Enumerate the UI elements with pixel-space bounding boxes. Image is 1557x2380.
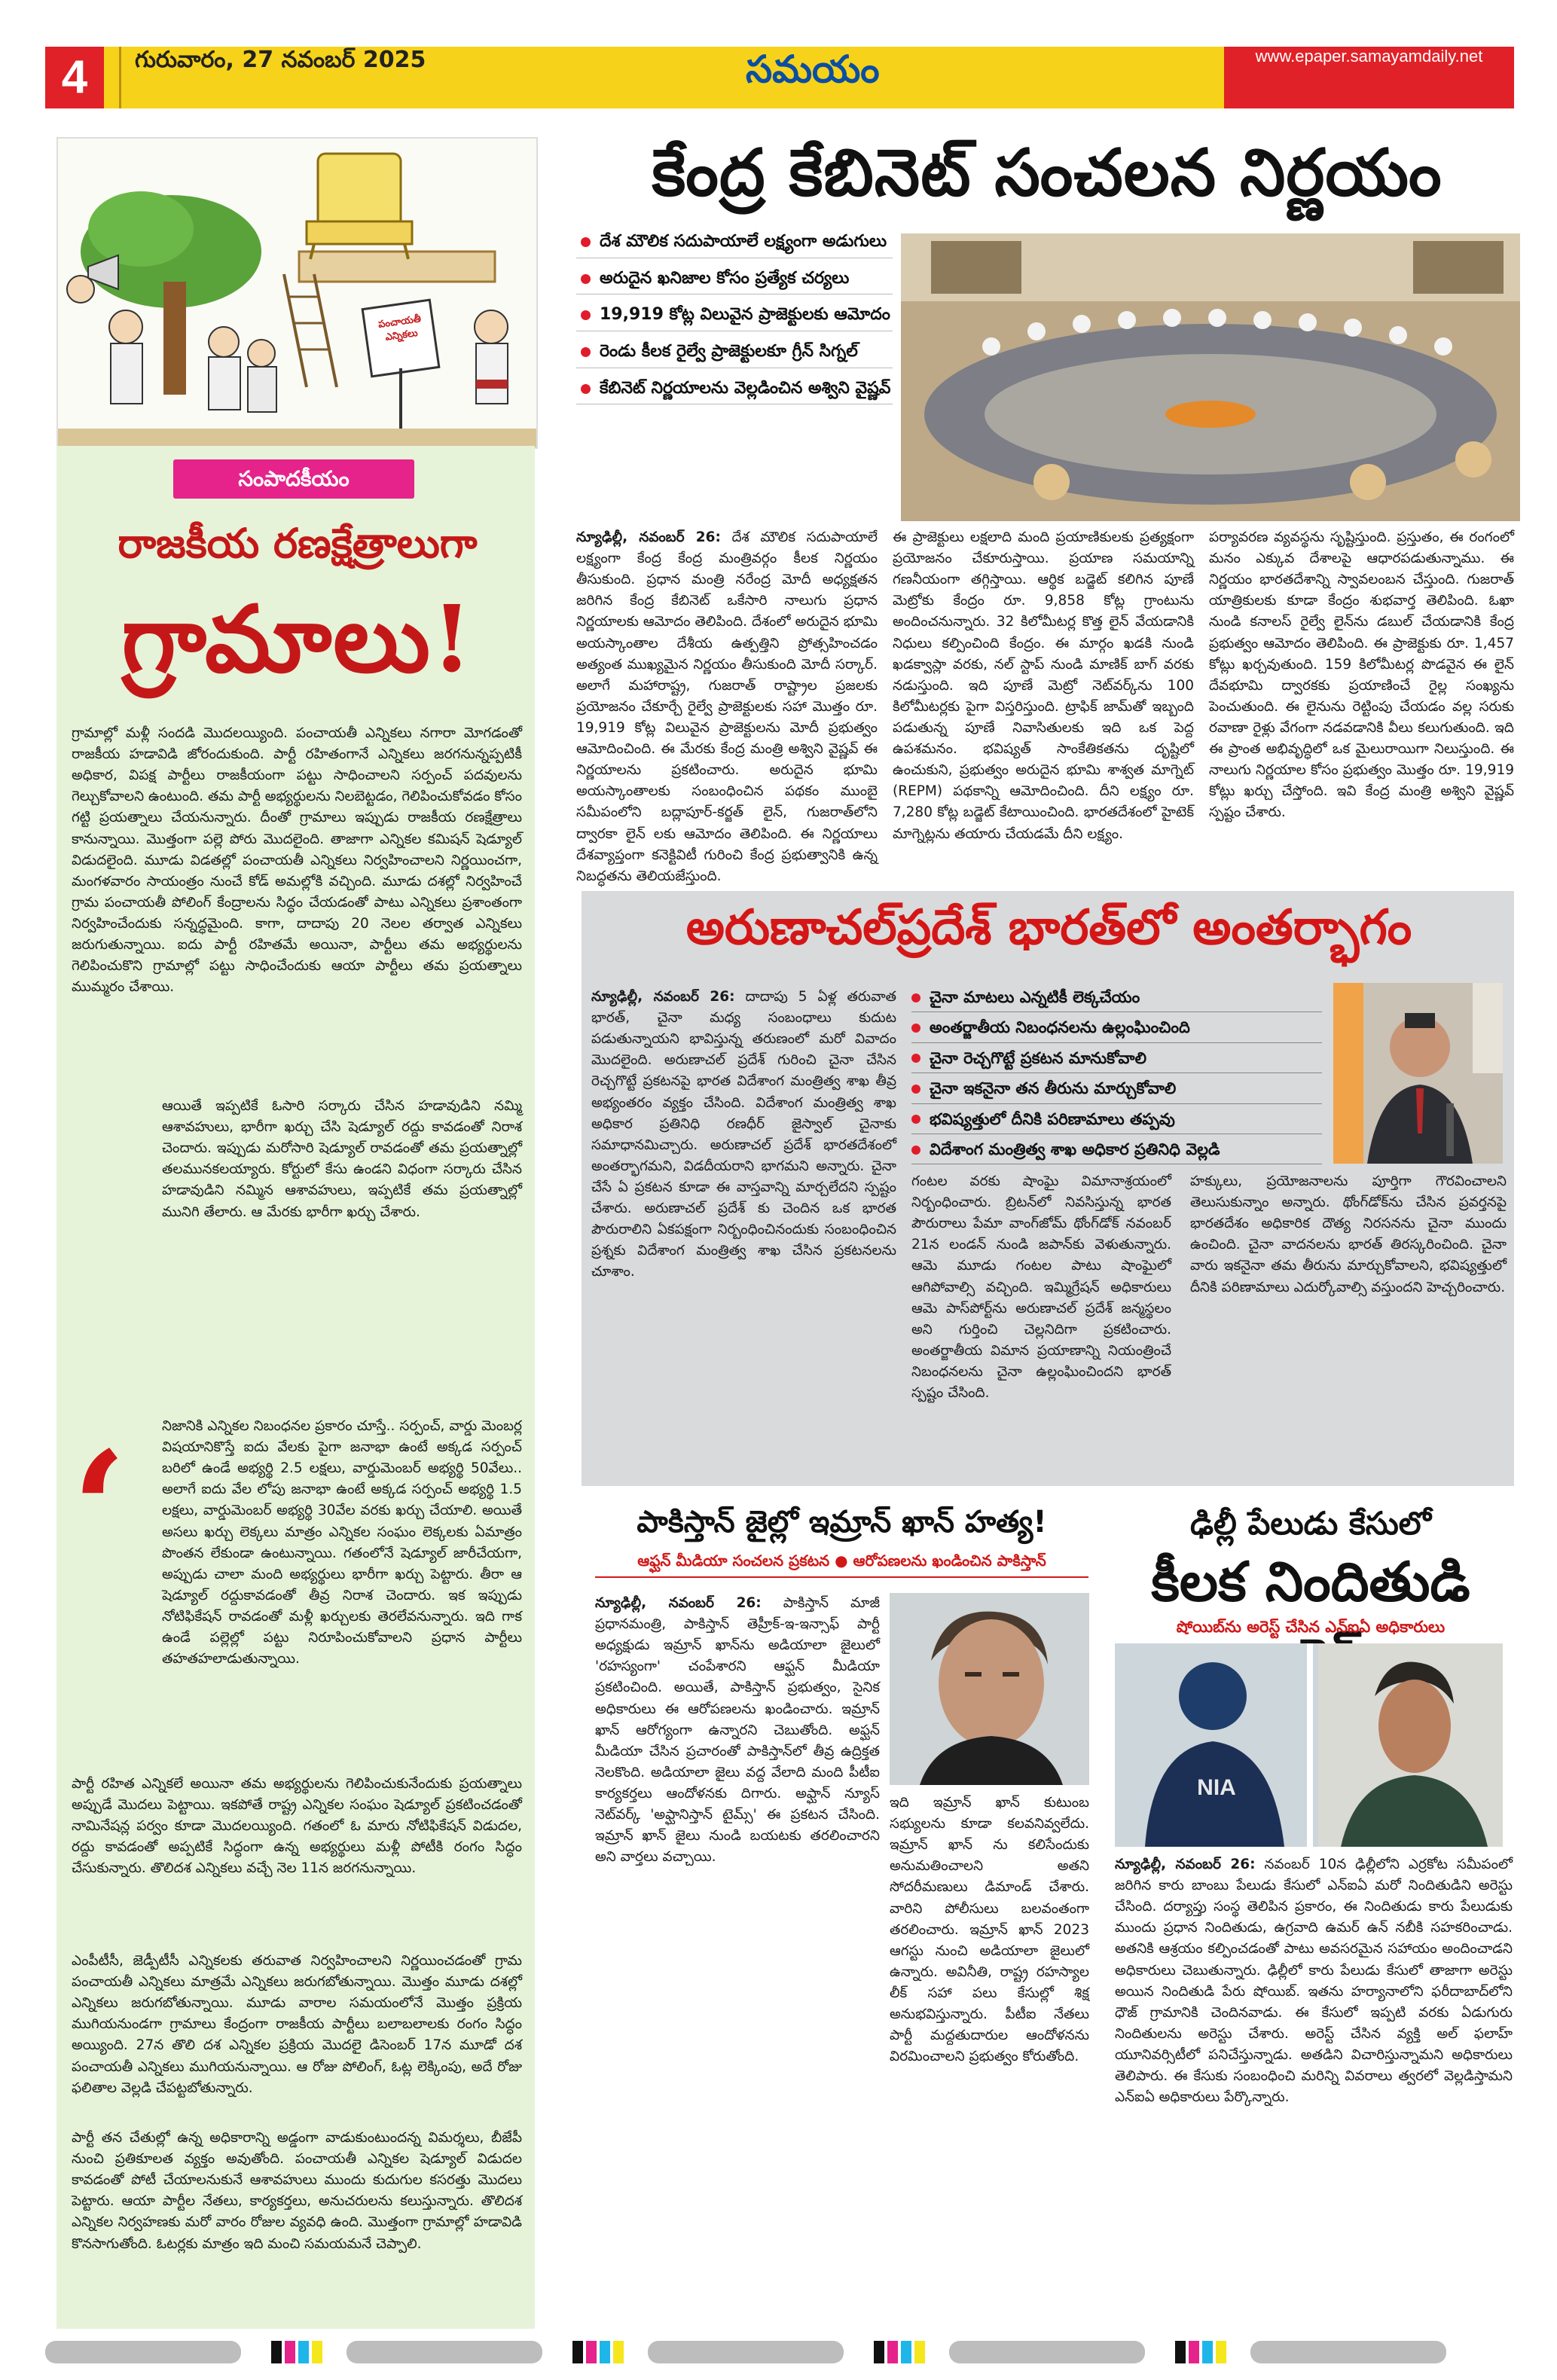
delhi-headline-line1: ఢిల్లీ పేలుడు కేసులో — [1189, 1505, 1432, 1542]
editorial-body-bottom: పార్టీ తన చేతుల్లో ఉన్న అధికారాన్ని అడ్డంగా వాడుకుంటుందన్న విమర్శలు, బీజేపీ నుంచి ప్రతికూలత వ్యక్తం అవుతోంది. పంచాయతీ ఎన్నికల షెడ్యూల్ విడుదల కావడంతో పోటీ చేయాలనుకునే ఆశావహులు ముందు కుదుగుల కసరత్తు మొదలు పెట్టారు. ఆయా పార్టీల నేతలు, కార్యకర్తలు, అనుచరులను కలుస్తున్నారు. తొలిదశ ఎన్నికల నిర్వహణకు మరో వారం రోజుల వ్యవధి ఉంది. మొత్తంగా గ్రామాల్లో హడావిడి కొనసాగుతోంది. ఓటర్లకు మాత్రం ఇది మంచి సమయమనే చెప్పాలి. — [72, 2130, 522, 2252]
imran-khan-photo — [890, 1593, 1089, 1785]
editorial-body-top: గ్రామాల్లో మళ్లీ సందడి మొదలయ్యింది. పంచాయతీ ఎన్నికలు నగారా మోగడంతో రాజకీయ హడావిడి జోరందుకుంది. పార్టీ రహితంగానే ఎన్నికలు జరగనున్నప్పటికీ అధికార, విపక్ష పార్టీలు రాజకీయంగా పట్టు సాధించాలని సర్పంచ్ పదవులను గెల్చుకోవాలని ఉంటుంది. తమ పార్టీ అభ్యర్థులను నిలబెట్టడం, గెలిపించుకోవడం కోసం గట్టి ప్రయత్నాలు చేయనున్నారు. దీంతో గ్రామాలు ఇప్పుడు రాజకీయ రణక్షేత్రాలు కానున్నాయి. మొత్తంగా పల్లె పోరు మొదలైంది. తాజాగా ఎన్నికల కమిషన్ షెడ్యూల్ విడుదలైంది. మూడు విడతల్లో పంచాయతీ ఎన్నికలు నిర్వహించాలని నిర్ణయించగా, మంగళవారం సాయంత్రం నుంచే కోడ్ అమల్లోకి వచ్చింది. మూడు దశల్లో నిర్వహించే గ్రామ పంచాయతీ పోలింగ్ కేంద్రాలను సిద్ధం చేయడంతో పాటు ఎన్నికలు ప్రశాంతంగా నిర్వహించేందుకు సన్నద్ధమైంది. కాగా, దాదాపు 20 నెలల తర్వాత ఎన్నికలు జరుగుతున్నాయి. ఐదు పార్టీ రహితమే అయినా, పార్టీలు తమ అభ్యర్థులను గెలిపించుకొని గ్రామాల్లో పట్టు సాధించేందుకు ఆయా పార్టీలు తమ ప్రయత్నాలు ముమ్మరం చేశాయి. — [72, 725, 522, 996]
arunachal-body-col2: గంటల వరకు షాంఘై విమానాశ్రయంలో నిర్బంధించారు. బ్రిటన్‌లో నివసిస్తున్న భారత పౌరురాలు పేమా వాంగ్‌జోమ్ థోంగ్‌డోక్ నవంబర్ 21న లండన్ నుండి జపాన్‌కు వెళుతున్నారు. ఆమె మూడు గంటల పాటు షాంఘైలో ఆగిపోవాల్సి వచ్చింది. ఇమ్మిగ్రేషన్ అధికారులు ఆమె పాస్‌పోర్ట్‌ను అరుణాచల్ ప్రదేశ్ జన్మస్థలం అని గుర్తించి చెల్లనిదిగా ప్రకటించారు. అంతర్జాతీయ విమాన ప్రయాణాన్ని నియంత్రించే నిబంధనలను చైనా ఉల్లంఘించిందని భారత్ స్పష్టం చేసింది. — [911, 1173, 1171, 1402]
cartoon-illustration — [58, 139, 536, 447]
bullet-dot-icon — [911, 1146, 920, 1155]
nia-arrest-photo — [1115, 1643, 1503, 1847]
arunachal-highlight-item: భవిష్యత్తులో దీనికి పరిణామాలు తప్పవు — [911, 1109, 1322, 1134]
cabinet-meeting-photo — [901, 233, 1520, 521]
bullet-dot-icon — [911, 1054, 920, 1063]
arunachal-highlight-item: చైనా ఇకనైనా తన తీరును మార్చుకోవాలి — [911, 1078, 1322, 1103]
arunachal-highlights — [911, 987, 1322, 1169]
main-headline: కేంద్ర కేబినెట్ సంచలన నిర్ణయం — [652, 136, 1443, 211]
arunachal-highlight-item: విదేశాంగ మంత్రిత్వ శాఖ అధికార ప్రతినిధి వెల్లడి — [911, 1139, 1322, 1164]
highlight-item: దేశ మౌలిక సదుపాయాలే లక్ష్యంగా అడుగులు — [576, 230, 893, 258]
highlight-item: 19,919 కోట్ల విలువైన ప్రాజెక్టులకు ఆమోదం — [576, 304, 893, 331]
highlight-item: రెండు కీలక రైల్వే ప్రాజెక్టులకూ గ్రీన్ సిగ్నల్ — [576, 340, 893, 368]
arunachal-body-col1: న్యూఢిల్లీ, నవంబర్ 26: దాదాపు 5 ఏళ్ల తరువాత భారత్, చైనా మధ్య సంబంధాలు కుదుట పడుతున్నాయని భావిస్తున్న తరుణంలో మరో వివాదం మొదలైంది. అరుణాచల్ ప్రదేశ్ గురించి చైనా చేసిన రెచ్చగొట్టే ప్రకటనపై భారత విదేశాంగ మంత్రిత్వ శాఖ తీవ్ర అభ్యంతరం వ్యక్తం చేసింది. విదేశాంగ మంత్రిత్వ శాఖ అధికార ప్రతినిధి రణధీర్ జైస్వాల్ చైనాకు సమాధానమిచ్చారు. అరుణాచల్ ప్రదేశ్ భారతదేశంలో అంతర్భాగమని, విడదీయరాని భాగమని అన్నారు. చైనా చేసే ఏ ప్రకటన కూడా ఈ వాస్తవాన్ని మార్చలేదని స్పష్టం చేశారు. అరుణాచల్ ప్రదేశ్ కు చెందిన ఒక భారత పౌరురాలిని ఏకపక్షంగా నిర్బంధించినందుకు సంబంధించిన ప్రశ్నకు విదేశాంగ మంత్రిత్వ శాఖ చేసిన ప్రకటనలను చూశాం. — [591, 989, 896, 1280]
arunachal-highlight-item: చైనా రెచ్చగొట్టే ప్రకటన మానుకోవాలి — [911, 1048, 1322, 1073]
main-highlights — [576, 230, 893, 517]
delhi-headline-line2: కీలక నిందితుడి — [1151, 1550, 1470, 1613]
imran-body-col2: ఇది ఇమ్రాన్ ఖాన్ కుటుంబ సభ్యులను కూడా కలవనివ్వలేదు. ఇమ్రాన్ ఖాన్ ను కలిసేందుకు అనుమతించాలని అతని సోదరీమణులు డిమాండ్ చేశారు. వారిని పోలీసులు బలవంతంగా తరలించారు. ఇమ్రాన్ ఖాన్ 2023 ఆగస్టు నుంచి అడియాలా జైలులో ఉన్నారు. అవినీతి, రాష్ట్ర రహస్యాల లీక్ సహా పలు కేసుల్లో శిక్ష అనుభవిస్తున్నారు. పీటీఐ నేతలు పార్టీ మద్దతుదారుల ఆందోళనను విరమించాలని ప్రభుత్వం కోరుతోంది. — [890, 1795, 1089, 2065]
page-header — [45, 47, 1514, 108]
cartoon-sign-text: పంచాయతీ ఎన్నికలు — [377, 313, 422, 343]
quote-mark: ‘ — [72, 1417, 127, 1603]
bullet-dot-icon — [911, 1085, 920, 1094]
editorial-headline-line1: రాజకీయ రణక్షేత్రాలుగా — [118, 520, 478, 567]
editorial-body-mid2: నిజానికి ఎన్నికల నిబంధనల ప్రకారం చూస్తే.. సర్పంచ్, వార్డు మెంబర్ల విషయానికొస్తే ఐదు వేలకు పైగా జనాభా ఉంటే అక్కడ సర్పంచ్ బరిలో ఉండే అభ్యర్థి 2.5 లక్షలు, వార్డుమెంబర్ అభ్యర్థి 50వేలు.. అలాగే ఐదు వేల లోపు జనాభా ఉంటే అక్కడ సర్పంచ్ అభ్యర్థి 1.5 లక్షలు, వార్డుమెంబర్ అభ్యర్థి 30వేల వరకు ఖర్చు చేయాలి. అయితే అసలు ఖర్చు లెక్కలు మాత్రం ఎన్నికల సంఘం లెక్కలకు ఏమాత్రం పొంతన లేకుండా ఉంటున్నాయి. గతంలోనే షెడ్యూల్ జారీచేయగా, అప్పుడు చాలా మంది అభ్యర్థులు భారీగా ఖర్చు పెట్టారు. తీరా ఆ షెడ్యూల్ రద్దుకావడంతో తీవ్ర నిరాశ చెందారు. ఇక ఇప్పుడు నోటిఫికేషన్ రావడంతో మళ్లీ ఖర్చులకు తెరలేవనున్నారు. ఇది గాక ఉండే పల్లెల్లో పట్టు నిరూపించుకోవాలని ప్రధాన పార్టీలు తహతహలాడుతున్నాయి. — [162, 1418, 522, 1668]
bullet-dot-icon — [581, 274, 591, 284]
bullet-dot-icon — [581, 310, 591, 320]
arunachal-body-col3: హక్కులు, ప్రయోజనాలను పూర్తిగా గౌరవించాలని తెలుసుకున్నాం అన్నారు. థోంగ్‌డోక్‌ను చేసిన ప్రవర్తనపై భారతదేశం అధికారిక దౌత్య నిరసనను చైనా ముందు ఉంచింది. చైనా వాదనలను భారత్ తిరస్కరించింది. చైనా వారు ఇకనైనా తమ తీరును మార్చుకోవాలని, భవిష్యత్తులో దీనికి పరిణామాలు ఎదుర్కోవాల్సి వస్తుందని హెచ్చరించారు. — [1190, 1173, 1507, 1295]
arunachal-highlight-item: అంతర్జాతీయ నిబంధనలను ఉల్లంఘించింది — [911, 1017, 1322, 1042]
imran-subhead: ఆఫ్ఘన్ మీడియా సంచలన ప్రకటన ● ఆరోపణలను ఖండించిన పాకిస్తాన్ — [595, 1552, 1088, 1578]
imran-body-col1: న్యూఢిల్లీ, నవంబర్ 26: పాకిస్తాన్ మాజీ ప్రధానమంత్రి, పాకిస్తాన్ తెహ్రీక్-ఇ-ఇన్సాఫ్ పార్టీ అధ్యక్షుడు ఇమ్రాన్ ఖాన్‌ను అడియాలా జైలులో 'రహస్యంగా' చంపేశారని ఆఫ్ఘన్ మీడియా ప్రకటించింది. అయితే, పాకిస్తాన్ ప్రభుత్వం, సైనిక అధికారులు ఈ ఆరోపణలను ఖండించారు. ఇమ్రాన్ ఖాన్ ఆరోగ్యంగా ఉన్నారని చెబుతోంది. అఫ్ఘన్ మీడియా చేసిన ప్రచారంతో పాకిస్తాన్‌లో తీవ్ర ఉద్రిక్తత నెలకొంది. అడియాలా జైలు వద్ద వేలాది మంది పీటీఐ కార్యకర్తలు ఆందోళనకు దిగారు. అఫ్ఘాన్ న్యూస్ నెట్‌వర్క్ 'అఫ్ఘానిస్తాన్ టైమ్స్' ఈ ప్రకటన చేసింది. ఇమ్రాన్ ఖాన్ జైలు నుండి బయటకు తరలించారని అని వార్తలు వచ్చాయి. — [595, 1595, 880, 1866]
masthead: సమయం — [746, 47, 880, 91]
delhi-body: న్యూఢిల్లీ, నవంబర్ 26: నవంబర్ 10న ఢిల్లీలోని ఎర్రకోట సమీపంలో జరిగిన కారు బాంబు పేలుడు కేసులో ఎన్ఐఏ మరో నిందితుడిని అరెస్టు చేసింది. దర్యాప్తు సంస్థ తెలిపిన ప్రకారం, ఈ నిందితుడు కారు పేలుడుకు ముందు ప్రధాన నిందితుడు, ఉగ్రవాది ఉమర్ ఉన్ నబీకి సహకరించాడు. అతనికి ఆశ్రయం కల్పించడంతో పాటు అవసరమైన సహాయం అందించాడని అధికారులు చెబుతున్నారు. ఢిల్లీలో కారు పేలుడు కేసులో తాజాగా అరెస్టు అయిన నిందితుడి పేరు షోయిబ్. ఇతను హర్యానాలోని ఫరీదాబాద్‌లోని ధౌజ్ గ్రామానికి చెందినవాడు. ఈ కేసులో ఇప్పటి వరకు ఏడుగురు నిందితులను అరెస్టు చేశారు. అరెస్ట్ చేసిన వ్యక్తి అల్ ఫలాహ్ యూనివర్సిటీలో పనిచేస్తున్నాడు. అతడిని విచారిస్తున్నామని అధికారులు తెలిపారు. ఈ కేసుకు సంబంధించి మరిన్ని వివరాలు త్వరలో వెల్లడిస్తామని ఎన్ఐఏ అధికారులు పేర్కొన్నారు. — [1115, 1857, 1513, 2106]
bullet-dot-icon — [911, 1024, 920, 1033]
nia-vest-text: NIA — [1197, 1775, 1236, 1800]
bullet-dot-icon — [911, 993, 920, 1002]
issue-date: గురువారం, 27 నవంబర్ 2025 — [119, 47, 426, 108]
editorial-headline-line2: గ్రామాలు! — [121, 584, 474, 693]
arunachal-highlight-item: చైనా మాటలు ఎన్నటికీ లెక్కచేయం — [911, 987, 1322, 1012]
editorial-body-lower2: ఎంపీటీసీ, జెడ్పీటీసీ ఎన్నికలకు తరువాత నిర్వహించాలని నిర్ణయించడంతో గ్రామ పంచాయతీ ఎన్నికలు మాత్రమే ఎన్నికలు జరుగబోతున్నాయి. మొత్తం మూడు దశల్లో ఎన్నికలు జరుగబోతున్నాయి. మూడు వారాల సమయంలోనే మొత్తం ప్రక్రియ ముగియనుండగా గ్రామాలు కేంద్రంగా రాజకీయ పార్టీలు బలాబలాలకు రంగం సిద్ధం అయ్యింది. 27న తొలి దశ ఎన్నికల ప్రక్రియ మొదలై డిసెంబర్ 17న మూడో దశ పంచాయతీ ఎన్నికలు ముగియనున్నాయి. ఆ రోజు పోలింగ్, ఓట్ల లెక్కింపు, అదే రోజు ఫలితాల వెల్లడి చేపట్టబోతున్నారు. — [72, 1953, 522, 2096]
print-color-bar — [45, 2341, 1514, 2363]
highlight-item: కేబినెట్ నిర్ణయాలను వెల్లడించిన అశ్విని వైష్ణవ్ — [576, 377, 893, 405]
epaper-url[interactable]: www.epaper.samayamdaily.net — [1224, 47, 1514, 108]
imran-headline: పాకిస్తాన్ జైల్లో ఇమ్రాన్ ఖాన్ హత్య! — [637, 1505, 1047, 1539]
editorial-body-lower: పార్టీ రహిత ఎన్నికలే అయినా తమ అభ్యర్థులను గెలిపించుకునేందుకు ప్రయత్నాలు అప్పుడే మొదలు పెట్టాయి. ఇకపోతే రాష్ట్ర ఎన్నికల సంఘం షెడ్యూల్ ప్రకటించడంతో నామినేషన్ల పర్వం కూడా మొదలయ్యింది. గతంలో ఓ మారు నోటిఫికేషన్ విడుదల, రద్దు కావడంతో అప్పటికే సిద్ధంగా ఉన్న అభ్యర్థులు మళ్లీ పోటీకి రంగం సిద్ధం చేసుకున్నారు. తొలిదశ ఎన్నికలు వచ్చే నెల 11న జరగనున్నాయి. — [72, 1776, 522, 1877]
main-body-col2: ఈ ప్రాజెక్టులు లక్షలాది మంది ప్రయాణికులకు ప్రత్యక్షంగా ప్రయోజనం చేకూరుస్తాయి. ప్రయాణ సమయాన్ని గణనీయంగా తగ్గిస్తాయి. ఆర్థిక బడ్జెట్ కలిగిన పూణే మెట్రోకు కేంద్రం రూ. 9,858 కోట్ల గ్రాంటును అందించనున్నారు. 32 కిలోమీటర్ల కొత్త లైన్ వేయడానికి నిధులు కల్పించింది కేంద్రం. ఈ మార్గం ఖడకి నుండి ఖడక్వాస్లా వరకు, నల్ స్టాప్ నుండి మాణిక్ బాగ్ వరకు నడుస్తుంది. ఇది పూణే మెట్రో నెట్‌వర్క్‌ను 100 కిలోమీటర్లకు పైగా విస్తరిస్తుంది. ట్రాఫిక్ జామ్‌తో ఇబ్బంది పడుతున్న పూణే నివాసితులకు ఇది ఒక పెద్ద ఉపశమనం. భవిష్యత్ సాంకేతికతను దృష్టిలో ఉంచుకుని, ప్రభుత్వం అరుదైన భూమి శాశ్వత మాగ్నెట్ (REPM) పథకాన్ని ఆమోదించింది. దీని లక్ష్యం రూ. 7,280 కోట్ల బడ్జెట్ కేటాయించింది. భారతదేశంలో హైటెక్ మాగ్నెట్లను తయారు చేయడమే దీని లక్ష్యం. — [893, 529, 1194, 842]
bullet-dot-icon — [581, 237, 591, 247]
bullet-dot-icon — [911, 1115, 920, 1124]
bullet-dot-icon — [581, 347, 591, 357]
main-body-col1: న్యూఢిల్లీ, నవంబర్ 26: దేశ మౌలిక సదుపాయాలే లక్ష్యంగా కేంద్ర కేంద్ర మంత్రివర్గం కీలక నిర్ణయం తీసుకుంది. ప్రధాన మంత్రి నరేంద్ర మోదీ అధ్యక్షతన జరిగిన కేంద్ర కేబినెట్ ఒకేసారి నాలుగు ప్రధాన నిర్ణయాలకు ఆమోదం తెలిపింది. దేశంలో అరుదైన భూమి అయస్కాంతాల దేశీయ ఉత్పత్తిని ప్రోత్సహించడం అత్యంత ముఖ్యమైన నిర్ణయం తీసుకుంది మోదీ సర్కార్. అలాగే మహారాష్ట్ర, గుజరాత్ రాష్ట్రాల ప్రజలకు ప్రయోజనం చేకూర్చే రైల్వే ప్రాజెక్టులకు సహా మొత్తం రూ. 19,919 కోట్ల విలువైన ప్రాజెక్టులను మోదీ ప్రభుత్వం ఆమోదించింది. ఈ మేరకు కేంద్ర మంత్రి అశ్విని వైష్ణవ్ ఈ నిర్ణయాలను ప్రకటించారు. అరుదైన భూమి అయస్కాంతాలకు సంబంధించిన పథకం ముంబై సమీపంలోని బద్లాపూర్-కర్జత్ లైన్, గుజరాత్‌లోని ద్వారకా లైన్ లకు ఆమోదం తెలిపింది. ఈ నిర్ణయాలు దేశవ్యాప్తంగా కనెక్టివిటీ గురించి కేంద్ర ప్రభుత్వానికి ఉన్న నిబద్ధతను తెలియజేస్తుంది. — [576, 529, 878, 884]
main-body-col3: పర్యావరణ వ్యవస్థను సృష్టిస్తుంది. ప్రస్తుతం, ఈ రంగంలో మనం ఎక్కువ దేశాలపై ఆధారపడుతున్నాము. ఈ నిర్ణయం భారతదేశాన్ని స్వావలంబన చేస్తుంది. గుజరాత్ యాత్రికులకు కూడా కేంద్రం శుభవార్త తెలిపింది. ఓఖా నుండి కనాలస్ రైల్వే లైన్‌ను డబుల్ చేయడానికి కేంద్ర ప్రభుత్వం ఆమోదం తెలిపింది. ఈ ప్రాజెక్టుకు రూ. 1,457 కోట్లు ఖర్చవుతుంది. 159 కిలోమీటర్ల పొడవైన ఈ లైన్ దేవభూమి ద్వారకకు ప్రయాణించే రైల్ల సంఖ్యను పెంచుతుంది. ఈ లైనును రెట్టింపు చేయడం వల్ల సరుకు రవాణా రైళ్లు వేగంగా నడవడానికి వీలు కలుగుతుంది. ఇది ఈ ప్రాంత అభివృద్ధిలో ఒక మైలురాయిగా నిలుస్తుంది. ఈ నాలుగు నిర్ణయాల కోసం ప్రభుత్వం మొత్తం రూ. 19,919 కోట్లు ఖర్చు చేస్తోంది. ఇవి కేంద్ర మంత్రి అశ్విని వైష్ణవ్ స్పష్టం చేశారు. — [1209, 529, 1514, 821]
editorial-cartoon — [56, 137, 538, 449]
arunachal-headline: అరుణాచల్‌ప్రదేశ్ భారత్‌లో అంతర్భాగం — [685, 900, 1412, 956]
bullet-dot-icon — [581, 384, 591, 394]
page-number: 4 — [45, 47, 104, 108]
editorial-label: సంపాదకీయం — [173, 459, 414, 499]
delhi-subhead: షోయిబ్‌ను అరెస్ట్ చేసిన ఎన్ఐఏ అధికారులు — [1176, 1618, 1446, 1636]
highlight-item: అరుదైన ఖనిజాల కోసం ప్రత్యేక చర్యలు — [576, 267, 893, 295]
editorial-body-mid: ఆయితే ఇప్పటికే ఓసారి సర్కారు చేసిన హడావుడిని నమ్మి ఆశావహులు, భారీగా ఖర్చు చేసి షెడ్యూల్ రద్దు కావడంతో నిరాశ చెందారు. ఇప్పుడు మరోసారి షెడ్యూల్ రావడంతో తమ ప్రయత్నాల్లో తలమునకలయ్యారు. కోర్టులో కేసు ఉండని విధంగా సర్కారు చేసిన హడావుడిని నమ్మిన ఆశావహులు, ఇప్పటికే తమ ప్రయత్నాల్లో మునిగి తేలారు. ఆ మేరకు భారీగా ఖర్చు చేశారు. — [162, 1098, 522, 1220]
spokesperson-photo — [1333, 983, 1503, 1164]
